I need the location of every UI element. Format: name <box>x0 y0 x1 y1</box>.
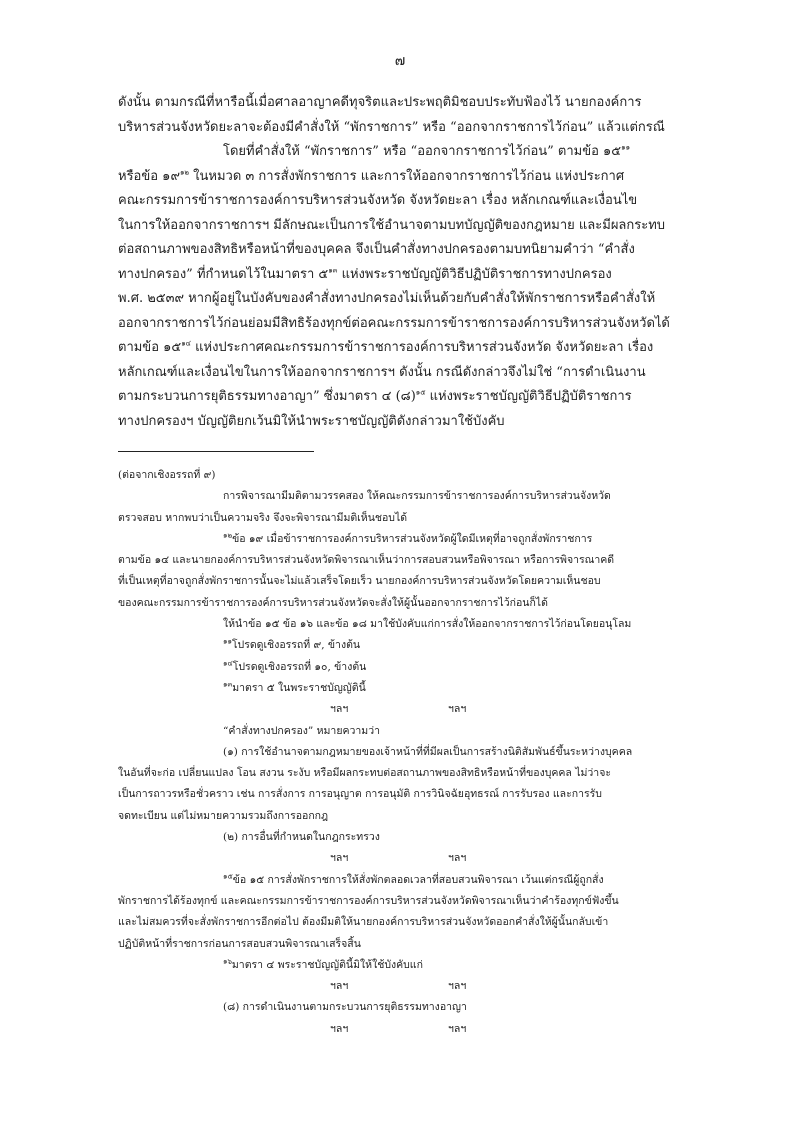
ellipsis-row <box>118 1019 688 1040</box>
ellipsis-mark: ฯลฯ <box>448 1022 467 1035</box>
footnote-line: $^{๑๕}$ข้อ ๑๕ การสั่งพักราชการให้สั่งพักตลอดเวลาที่สอบสวนพิจารณา เว้นแต่กรณีผู้ถูกสั่ง <box>223 872 604 886</box>
footnote-mark: ๑๑ <box>223 637 232 646</box>
footnote-line: ปฏิบัติหน้าที่ราชการก่อนการสอบสวนพิจารณาเสร็จสิ้น <box>118 937 361 950</box>
footnote-mark: ๑๕ <box>223 872 233 881</box>
footnote-line: ที่เป็นเหตุที่อาจถูกสั่งพักราชการนั้นจะไม่แล้วเสร็จโดยเร็ว นายกองค์การบริหารส่วนจังหวัดโดยความเห็นชอบ <box>118 575 601 588</box>
footnotes <box>118 465 688 1040</box>
footnote-line: ให้นำข้อ ๑๕ ข้อ ๑๖ และข้อ ๑๘ มาใช้บังคับแก่การสั่งให้ออกจากราชการไว้ก่อนโดยอนุโลม <box>223 618 632 631</box>
footnote-line: (๑) การใช้อำนาจตามกฎหมายของเจ้าหน้าที่ที่มีผลเป็นการสร้างนิติสัมพันธ์ขึ้นระหว่างบุคคล <box>223 745 633 758</box>
text-line: คณะกรรมการข้าราชการองค์การบริหารส่วนจังหวัด จังหวัดยะลา เรื่อง หลักเกณฑ์และเงื่อนไข <box>118 193 638 208</box>
footnote-line: (๒) การอื่นที่กำหนดในกฎกระทรวง <box>223 831 380 844</box>
footnote-mark: ๑๒ <box>223 531 233 540</box>
text-line: หลักเกณฑ์และเงื่อนไขในการให้ออกจากราชการฯ ดังนั้น กรณีดังกล่าวจึงไม่ใช่ “การดำเนินงาน <box>118 364 646 380</box>
footnote-mark: ๑๓ <box>223 680 233 689</box>
footnote-ref: ๑๔ <box>181 339 191 348</box>
footnote-line: $^{๑๑}$โปรดดูเชิงอรรถที่ ๙, ข้างต้น <box>223 637 361 652</box>
text-line: ต่อสถานภาพของสิทธิหรือหน้าที่ของบุคคล จึงเป็นคำสั่งทางปกครองตามบทนิยามคำว่า “คำสั่ง <box>118 242 635 257</box>
footnote-line: พักราชการได้ร้องทุกข์ และคณะกรรมการข้าราชการองค์การบริหารส่วนจังหวัดพิจารณาเห็นว่าคำร้องทุกข์ฟังขึ้น <box>118 894 619 907</box>
footnote-line: เป็นการถาวรหรือชั่วคราว เช่น การสั่งการ การอนุญาต การอนุมัติ การวินิจฉัยอุทธรณ์ การรับรอง และการรับ <box>118 788 602 801</box>
footnote-ref: ๑๑ <box>621 143 631 152</box>
page-number: ๗ <box>394 53 406 69</box>
main-text <box>118 91 686 434</box>
text-line: พ.ศ. ๒๕๓๙ หากผู้อยู่ในบังคับของคำสั่งทางปกครองไม่เห็นด้วยกับคำสั่งให้พักราชการหรือคำสั่งให้ <box>118 291 656 306</box>
ellipsis-row <box>118 848 688 869</box>
footnote-line: ตามข้อ ๑๔ และนายกองค์การบริหารส่วนจังหวัดพิจารณาเห็นว่าการสอบสวนหรือพิจารณา หรือการพิจารณาคดี <box>118 554 615 567</box>
footnote-line: การพิจารณามีมติตามวรรคสอง ให้คณะกรรมการข้าราชการองค์การบริหารส่วนจังหวัด <box>223 490 611 503</box>
ellipsis-mark: ฯลฯ <box>330 980 349 993</box>
ellipsis-mark: ฯลฯ <box>448 980 467 993</box>
footnote-mark: ๑๔ <box>223 659 233 668</box>
footnote-mark: ๑๖ <box>223 957 232 966</box>
ellipsis-mark: ฯลฯ <box>330 703 349 716</box>
ellipsis-mark: ฯลฯ <box>330 1022 349 1035</box>
footnote-line: $^{๑๔}$โปรดดูเชิงอรรถที่ ๑๐, ข้างต้น <box>223 659 367 673</box>
ellipsis-row <box>118 699 688 720</box>
text-line: ในการให้ออกจากราชการฯ มีลักษณะเป็นการใช้อำนาจตามบทบัญญัติของกฎหมาย และมีผลกระทบ <box>118 217 666 233</box>
footnote-line: $^{๑๒}$ข้อ ๑๙ เมื่อข้าราชการองค์การบริหารส่วนจังหวัดผู้ใดมีเหตุที่อาจถูกสั่งพักราชการ <box>223 531 593 545</box>
footnote-line: และไม่สมควรที่จะสั่งพักราชการอีกต่อไป ต้องมีมติให้นายกองค์การบริหารส่วนจังหวัดออกคำสั่งให้ผู้นั้นกลับเข้า <box>118 916 609 929</box>
text-line: โดยที่คำสั่งให้ “พักราชการ” หรือ “ออกจากราชการไว้ก่อน” ตามข้อ ๑๕$^{๑๑}$ <box>223 143 631 159</box>
text-line: ทางปกครอง” ที่กำหนดไว้ในมาตรา ๕$^{๑๓}$ แห่งพระราชบัญญัติวิธีปฏิบัติราชการทางปกครอง <box>118 266 612 282</box>
footnote-line: $^{๑๓}$มาตรา ๕ ในพระราชบัญญัตินี้ <box>223 680 366 694</box>
footnote-line: จดทะเบียน แต่ไม่หมายความรวมถึงการออกกฎ <box>118 809 329 822</box>
ellipsis-mark: ฯลฯ <box>330 852 349 865</box>
footnote-ref: ๑๒ <box>179 168 190 177</box>
text-line: ตามข้อ ๑๕$^{๑๔}$ แห่งประกาศคณะกรรมการข้าราชการองค์การบริหารส่วนจังหวัด จังหวัดยะลา เรื่อง <box>118 339 654 355</box>
footnote-line: $^{๑๖}$มาตรา ๔ พระราชบัญญัตินี้มิให้ใช้บังคับแก่ <box>223 957 423 971</box>
text-line: บริหารส่วนจังหวัดยะลาจะต้องมีคำสั่งให้ “พักราชการ” หรือ “ออกจากราชการไว้ก่อน” แล้วแต่กรณี <box>118 119 665 135</box>
footnote-line: (๘) การดำเนินงานตามกระบวนการยุติธรรมทางอาญา <box>223 1001 467 1014</box>
text-line: ทางปกครองฯ บัญญัติยกเว้นมิให้นำพระราชบัญญัติดังกล่าวมาใช้บังคับ <box>118 413 505 429</box>
text-line: ออกจากราชการไว้ก่อนย่อมมีสิทธิร้องทุกข์ต่อคณะกรรมการข้าราชการองค์การบริหารส่วนจังหวัดได้ <box>118 315 670 331</box>
text-line: ดังนั้น ตามกรณีที่หารือนี้เมื่อศาลอาญาคดีทุจริตและประพฤติมิชอบประทับฟ้องไว้ นายกองค์การ <box>118 95 642 110</box>
footnote-line: ในอันที่จะก่อ เปลี่ยนแปลง โอน สงวน ระงับ หรือมีผลกระทบต่อสถานภาพของสิทธิหรือหน้าที่ของบุคคล ไม่ว่าจะ <box>118 767 611 780</box>
footnote-continuation: (ต่อจากเชิงอรรถที่ ๙) <box>118 469 216 481</box>
footnote-line: ของคณะกรรมการข้าราชการองค์การบริหารส่วนจังหวัดจะสั่งให้ผู้นั้นออกจากราชการไว้ก่อนก็ได้ <box>118 596 548 609</box>
ellipsis-mark: ฯลฯ <box>448 852 467 865</box>
footnote-ref: ๑๓ <box>328 266 338 275</box>
footnote-line: ตรวจสอบ หากพบว่าเป็นความจริง จึงจะพิจารณามีมติเห็นชอบได้ <box>118 511 408 524</box>
text-line: ตามกระบวนการยุติธรรมทางอาญา” ซึ่งมาตรา ๔ (๘)$^{๑๕}$ แห่งพระราชบัญญัติวิธีปฏิบัติราชการ <box>118 388 632 404</box>
text-line: หรือข้อ ๑๙$^{๑๒}$ ในหมวด ๓ การสั่งพักราชการ และการให้ออกจากราชการไว้ก่อน แห่งประกาศ <box>118 168 625 184</box>
footnote-line: “คำสั่งทางปกครอง” หมายความว่า <box>223 724 381 737</box>
footnote-ref: ๑๕ <box>415 388 426 397</box>
footnote-divider <box>118 451 314 452</box>
ellipsis-row <box>118 976 688 997</box>
ellipsis-mark: ฯลฯ <box>448 703 467 716</box>
